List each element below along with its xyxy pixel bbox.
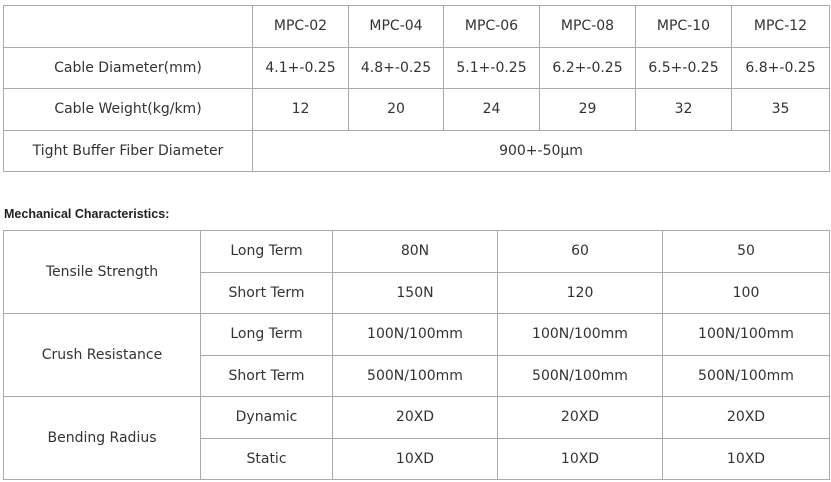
sub-label: Short Term [201, 355, 333, 397]
table-cell: 10XD [498, 438, 663, 480]
header-cell: MPC-10 [636, 6, 732, 48]
section-heading: Mechanical Characteristics: [4, 207, 170, 221]
table-cell: 4.1+-0.25 [253, 47, 349, 89]
table-row [4, 89, 830, 131]
table-row [4, 231, 830, 273]
cable-spec-table [3, 5, 830, 172]
table-cell: 20XD [498, 397, 663, 439]
table-row [4, 47, 830, 89]
mechanical-characteristics-table [3, 230, 830, 480]
table-cell: 150N [333, 272, 498, 314]
table-cell: 20 [349, 89, 444, 131]
group-label: Crush Resistance [4, 314, 201, 397]
row-label: Cable Diameter(mm) [4, 47, 253, 89]
table-cell: 20XD [333, 397, 498, 439]
table-cell: 10XD [333, 438, 498, 480]
table-cell: 4.8+-0.25 [349, 47, 444, 89]
table-cell: 500N/100mm [498, 355, 663, 397]
sub-label: Short Term [201, 272, 333, 314]
header-cell: MPC-08 [540, 6, 636, 48]
table-cell: 80N [333, 231, 498, 273]
table-cell: 6.5+-0.25 [636, 47, 732, 89]
merged-cell: 900+-50μm [253, 130, 830, 172]
table-cell: 120 [498, 272, 663, 314]
table-cell: 60 [498, 231, 663, 273]
table-cell: 6.8+-0.25 [732, 47, 830, 89]
table-cell: 32 [636, 89, 732, 131]
table-cell: 10XD [663, 438, 830, 480]
table-cell: 20XD [663, 397, 830, 439]
table-row [4, 314, 830, 356]
row-label: Tight Buffer Fiber Diameter [4, 130, 253, 172]
header-cell: MPC-12 [732, 6, 830, 48]
table-cell: 5.1+-0.25 [444, 47, 540, 89]
table-cell: 100N/100mm [498, 314, 663, 356]
header-cell-empty [4, 6, 253, 48]
table-cell: 500N/100mm [333, 355, 498, 397]
table-cell: 100N/100mm [333, 314, 498, 356]
table-cell: 12 [253, 89, 349, 131]
header-cell: MPC-06 [444, 6, 540, 48]
row-label: Cable Weight(kg/km) [4, 89, 253, 131]
header-cell: MPC-04 [349, 6, 444, 48]
table-cell: 35 [732, 89, 830, 131]
sub-label: Long Term [201, 231, 333, 273]
table-cell: 100 [663, 272, 830, 314]
sub-label: Dynamic [201, 397, 333, 439]
header-cell: MPC-02 [253, 6, 349, 48]
table-header-row [4, 6, 830, 48]
table-cell: 500N/100mm [663, 355, 830, 397]
table-cell: 29 [540, 89, 636, 131]
sub-label: Static [201, 438, 333, 480]
group-label: Tensile Strength [4, 231, 201, 314]
table-cell: 50 [663, 231, 830, 273]
table-row [4, 397, 830, 439]
table-cell: 6.2+-0.25 [540, 47, 636, 89]
group-label: Bending Radius [4, 397, 201, 480]
sub-label: Long Term [201, 314, 333, 356]
table-row [4, 130, 830, 172]
table-cell: 100N/100mm [663, 314, 830, 356]
table-cell: 24 [444, 89, 540, 131]
